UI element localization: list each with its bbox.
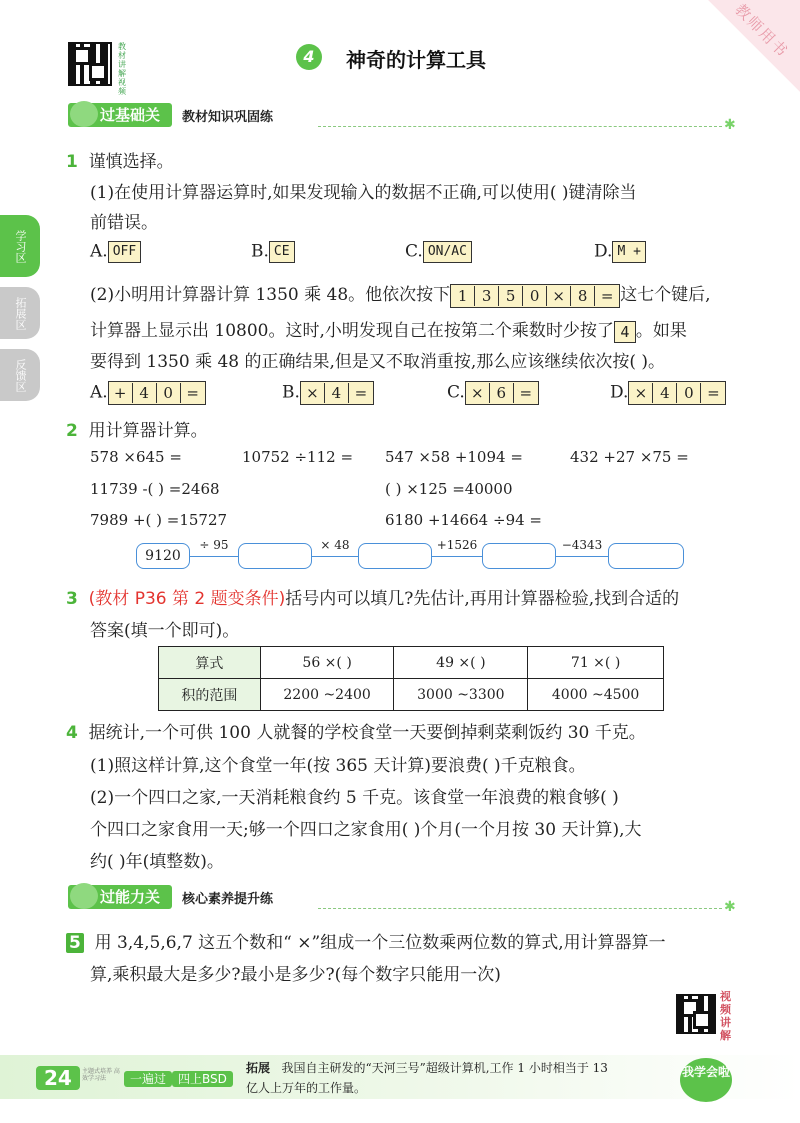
q1-p2-option-b[interactable]: B. × 4 = — [282, 381, 374, 405]
star-icon: ✱ — [724, 899, 736, 915]
flow-arrow-3 — [432, 556, 482, 557]
q1-p2-line1: (2)小明用计算器计算 1350 乘 48。他依次按下 1 3 5 0 × 8 = 这七个键后, — [90, 280, 711, 308]
section-basic-subtitle: 教材知识巩固练 — [182, 109, 274, 125]
side-tab-feedback[interactable]: 反馈区 — [0, 349, 40, 401]
q2-expr-3: 547 ×58 +1094 = — [385, 448, 523, 466]
table-cell: 3000 ~3300 — [394, 679, 528, 711]
q2-expr-4: 432 +27 ×75 = — [570, 448, 689, 466]
table-row — [159, 679, 664, 711]
table-cell[interactable]: 71 ×( ) — [528, 647, 664, 679]
flow-arrow-4 — [556, 556, 608, 557]
q4-number: 4 — [66, 723, 78, 743]
learned-bubble[interactable]: 我学会啦 — [680, 1058, 732, 1102]
video-qr-code[interactable] — [676, 994, 716, 1034]
flow-answer-box-3[interactable] — [482, 543, 556, 569]
q4-line5: 约( )年(填整数)。 — [90, 852, 224, 872]
q1-p1-line2: 前错误。 — [90, 213, 158, 233]
q2-expr-2: 10752 ÷112 = — [242, 448, 354, 466]
flow-arrow-2 — [312, 556, 358, 557]
section-divider — [318, 126, 722, 127]
q1-p2-option-c[interactable]: C. × 6 = — [447, 381, 539, 405]
key-m-plus: M + — [612, 241, 645, 263]
table-header-expr: 算式 — [159, 647, 261, 679]
table-cell[interactable]: 56 ×( ) — [260, 647, 394, 679]
q2-expr-8: 6180 +14664 ÷94 = — [385, 511, 542, 529]
table-cell[interactable]: 49 ×( ) — [394, 647, 528, 679]
extension-line1: 拓展 我国自主研发的“天河三号”超级计算机,工作 1 小时相当于 13 — [246, 1061, 608, 1075]
section-ability — [68, 884, 273, 910]
q5-line2: 算,乘积最大是多少?最小是多少?(每个数字只能用一次) — [90, 965, 501, 985]
edition-label: 四上BSD — [172, 1068, 233, 1088]
section-ability-badge: 过能力关 — [68, 885, 172, 909]
star-icon: ✱ — [724, 117, 736, 133]
flow-answer-box-2[interactable] — [358, 543, 432, 569]
q1-p1-line1: (1)在使用计算器运算时,如果发现输入的数据不正确,可以使用( )键清除当 — [90, 183, 637, 203]
estimate-table — [158, 646, 664, 711]
key-off: OFF — [108, 241, 141, 263]
q3-line1: 3 (教材 P36 第 2 题变条件)括号内可以填几?先估计,再用计算器检验,找到合适的 — [66, 589, 680, 609]
table-cell: 2200 ~2400 — [260, 679, 394, 711]
q4-line3: (2)一个四口之家,一天消耗粮食约 5 千克。该食堂一年浪费的粮食够( ) — [90, 788, 619, 808]
flow-arrow-1 — [190, 556, 238, 557]
q1-p2-line2: 计算器上显示出 10800。这时,小明发现自己在按第二个乘数时少按了 4 。如果 — [90, 321, 687, 341]
qr-code[interactable] — [68, 42, 112, 86]
section-basic — [68, 102, 273, 128]
flow-start-box: 9120 — [136, 543, 190, 569]
q2-expr-5: 11739 -( ) =2468 — [90, 480, 220, 498]
q1-p1-option-d[interactable]: D. M + — [594, 241, 646, 263]
q5-line1: 5 用 3,4,5,6,7 这五个数和“ ×”组成一个三位数乘两位数的算式,用计算器算一 — [66, 928, 666, 953]
q1-p2-option-d[interactable]: D. × 4 0 = — [610, 381, 726, 405]
q2-expr-1: 578 ×645 = — [90, 448, 182, 466]
extension-line2: 亿人上万年的工作量。 — [246, 1081, 367, 1095]
video-label: 视频讲解 — [720, 990, 731, 1042]
pressed-keys: 1 3 5 0 × 8 = — [450, 284, 620, 308]
side-tabs — [0, 215, 40, 411]
side-tab-study[interactable]: 学习区 — [0, 215, 40, 277]
q1-number: 1 — [66, 152, 78, 172]
q5-number: 5 — [66, 933, 84, 953]
section-basic-badge: 过基础关 — [68, 103, 172, 127]
flow-op-1: ÷ 95 — [199, 538, 229, 552]
flow-op-4: −4343 — [561, 538, 603, 552]
q2-heading — [66, 416, 208, 441]
lesson-number: 4 — [296, 44, 322, 70]
q4-line1: 4 据统计,一个可供 100 人就餐的学校食堂一天要倒掉剩菜剩饭约 30 千克。 — [66, 723, 646, 743]
flow-answer-box-4[interactable] — [608, 543, 684, 569]
q4-line2: (1)照这样计算,这个食堂一年(按 365 天计算)要浪费( )千克粮食。 — [90, 756, 586, 776]
q3-number: 3 — [66, 589, 78, 609]
q1-prompt: 谨慎选择。 — [88, 152, 174, 172]
table-cell: 4000 ~4500 — [528, 679, 664, 711]
q3-source: (教材 P36 第 2 题变条件) — [88, 589, 286, 609]
section-divider-2 — [318, 908, 722, 909]
flow-op-2: × 48 — [320, 538, 350, 552]
q1-p2-option-a[interactable]: A. + 4 0 = — [90, 381, 206, 405]
q1-p1-option-a[interactable]: A. OFF — [90, 241, 141, 263]
qr-caption: 教材讲解视频 — [118, 42, 126, 96]
q4-line4: 个四口之家食用一天;够一个四口之家食用( )个月(一个月按 30 天计算),大 — [90, 820, 642, 840]
missing-key: 4 — [614, 321, 636, 343]
q2-number: 2 — [66, 421, 78, 441]
q1-p1-option-b[interactable]: B. CE — [251, 241, 295, 263]
q1-p2-line3: 要得到 1350 乘 48 的正确结果,但是又不取消重按,那么应该继续依次按( )。 — [90, 352, 665, 372]
section-ability-subtitle: 核心素养提升练 — [182, 891, 274, 907]
corner-label: 教师用书 — [731, 0, 793, 62]
q1-p1-option-c[interactable]: C. ON/AC — [405, 241, 472, 263]
page-title: 神奇的计算工具 — [346, 48, 486, 72]
q3-line2: 答案(填一个即可)。 — [90, 621, 240, 641]
q2-prompt: 用计算器计算。 — [88, 421, 208, 441]
side-tab-extend[interactable]: 拓展区 — [0, 287, 40, 339]
q2-expr-6: ( ) ×125 =40000 — [385, 480, 513, 498]
q1-heading — [66, 147, 174, 172]
series-small: 主题式培养 高效学习法 — [82, 1068, 120, 1082]
table-header-range: 积的范围 — [159, 679, 261, 711]
key-ce: CE — [269, 241, 295, 263]
page-number-badge: 24 — [36, 1066, 80, 1090]
q2-expr-7: 7989 +( ) =15727 — [90, 511, 228, 529]
key-on-ac: ON/AC — [423, 241, 472, 263]
flow-answer-box-1[interactable] — [238, 543, 312, 569]
flow-op-3: +1526 — [436, 538, 478, 552]
table-row — [159, 647, 664, 679]
brand-label: 一遍过 — [124, 1068, 172, 1088]
extension-label: 拓展 — [246, 1061, 271, 1075]
